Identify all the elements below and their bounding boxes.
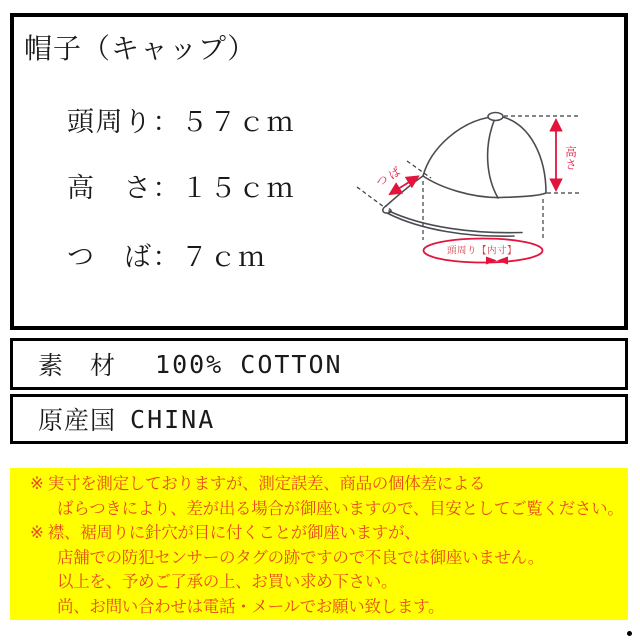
notice-line-5: 以上を、予めご了承の上、お買い求め下さい。 [57, 573, 398, 591]
spec-height: 高 さ：１５ｃｍ [67, 173, 295, 203]
spec-brim: つ ば：７ｃｍ [67, 242, 267, 272]
origin-row [10, 394, 628, 444]
origin-label: 原産国 [38, 407, 117, 435]
cap-dome-left [423, 118, 488, 177]
notice-line-3: ※ 襟、裾周りに針穴が目に付くことが御座いますが、 [30, 524, 421, 542]
circumference-arrow-right [486, 257, 497, 265]
spec-head-circumference: 頭周り：５７ｃｍ [67, 107, 295, 137]
cap-crown-bottom [423, 176, 546, 198]
brim-label: つば [374, 164, 406, 190]
height-label: 高さ [564, 146, 576, 171]
circumference-arrow-left [497, 257, 508, 265]
dimension-marks [390, 120, 556, 265]
cap-dome-right [503, 117, 546, 193]
origin-value: CHINA [130, 404, 216, 434]
material-label: 素 材 [38, 352, 117, 380]
notice-line-1: ※ 実寸を測定しておりますが、測定誤差、商品の個体差による [30, 475, 486, 493]
cap-center-seam [488, 121, 498, 198]
cap-top-button [488, 113, 503, 121]
page-title: 帽子（キャップ） [24, 33, 257, 64]
notice-line-4: 店舗での防犯センサーのタグの跡ですので不良では御座いません。 [57, 548, 544, 567]
notice-line-2: ばらつきにより、差が出る場合が御座いますので、目安としてご覧ください。 [57, 499, 624, 518]
notice-line-6: 尚、お問い合わせは電話・メールでお願い致します。 [57, 597, 445, 616]
corner-dot [627, 631, 632, 636]
material-value: 100% COTTON [155, 349, 343, 379]
material-row [10, 338, 628, 390]
notice-panel [10, 468, 628, 620]
cap-outline [383, 113, 546, 237]
cap-diagram [355, 105, 590, 270]
circumference-label: 頭周り【内寸】 [446, 245, 518, 257]
